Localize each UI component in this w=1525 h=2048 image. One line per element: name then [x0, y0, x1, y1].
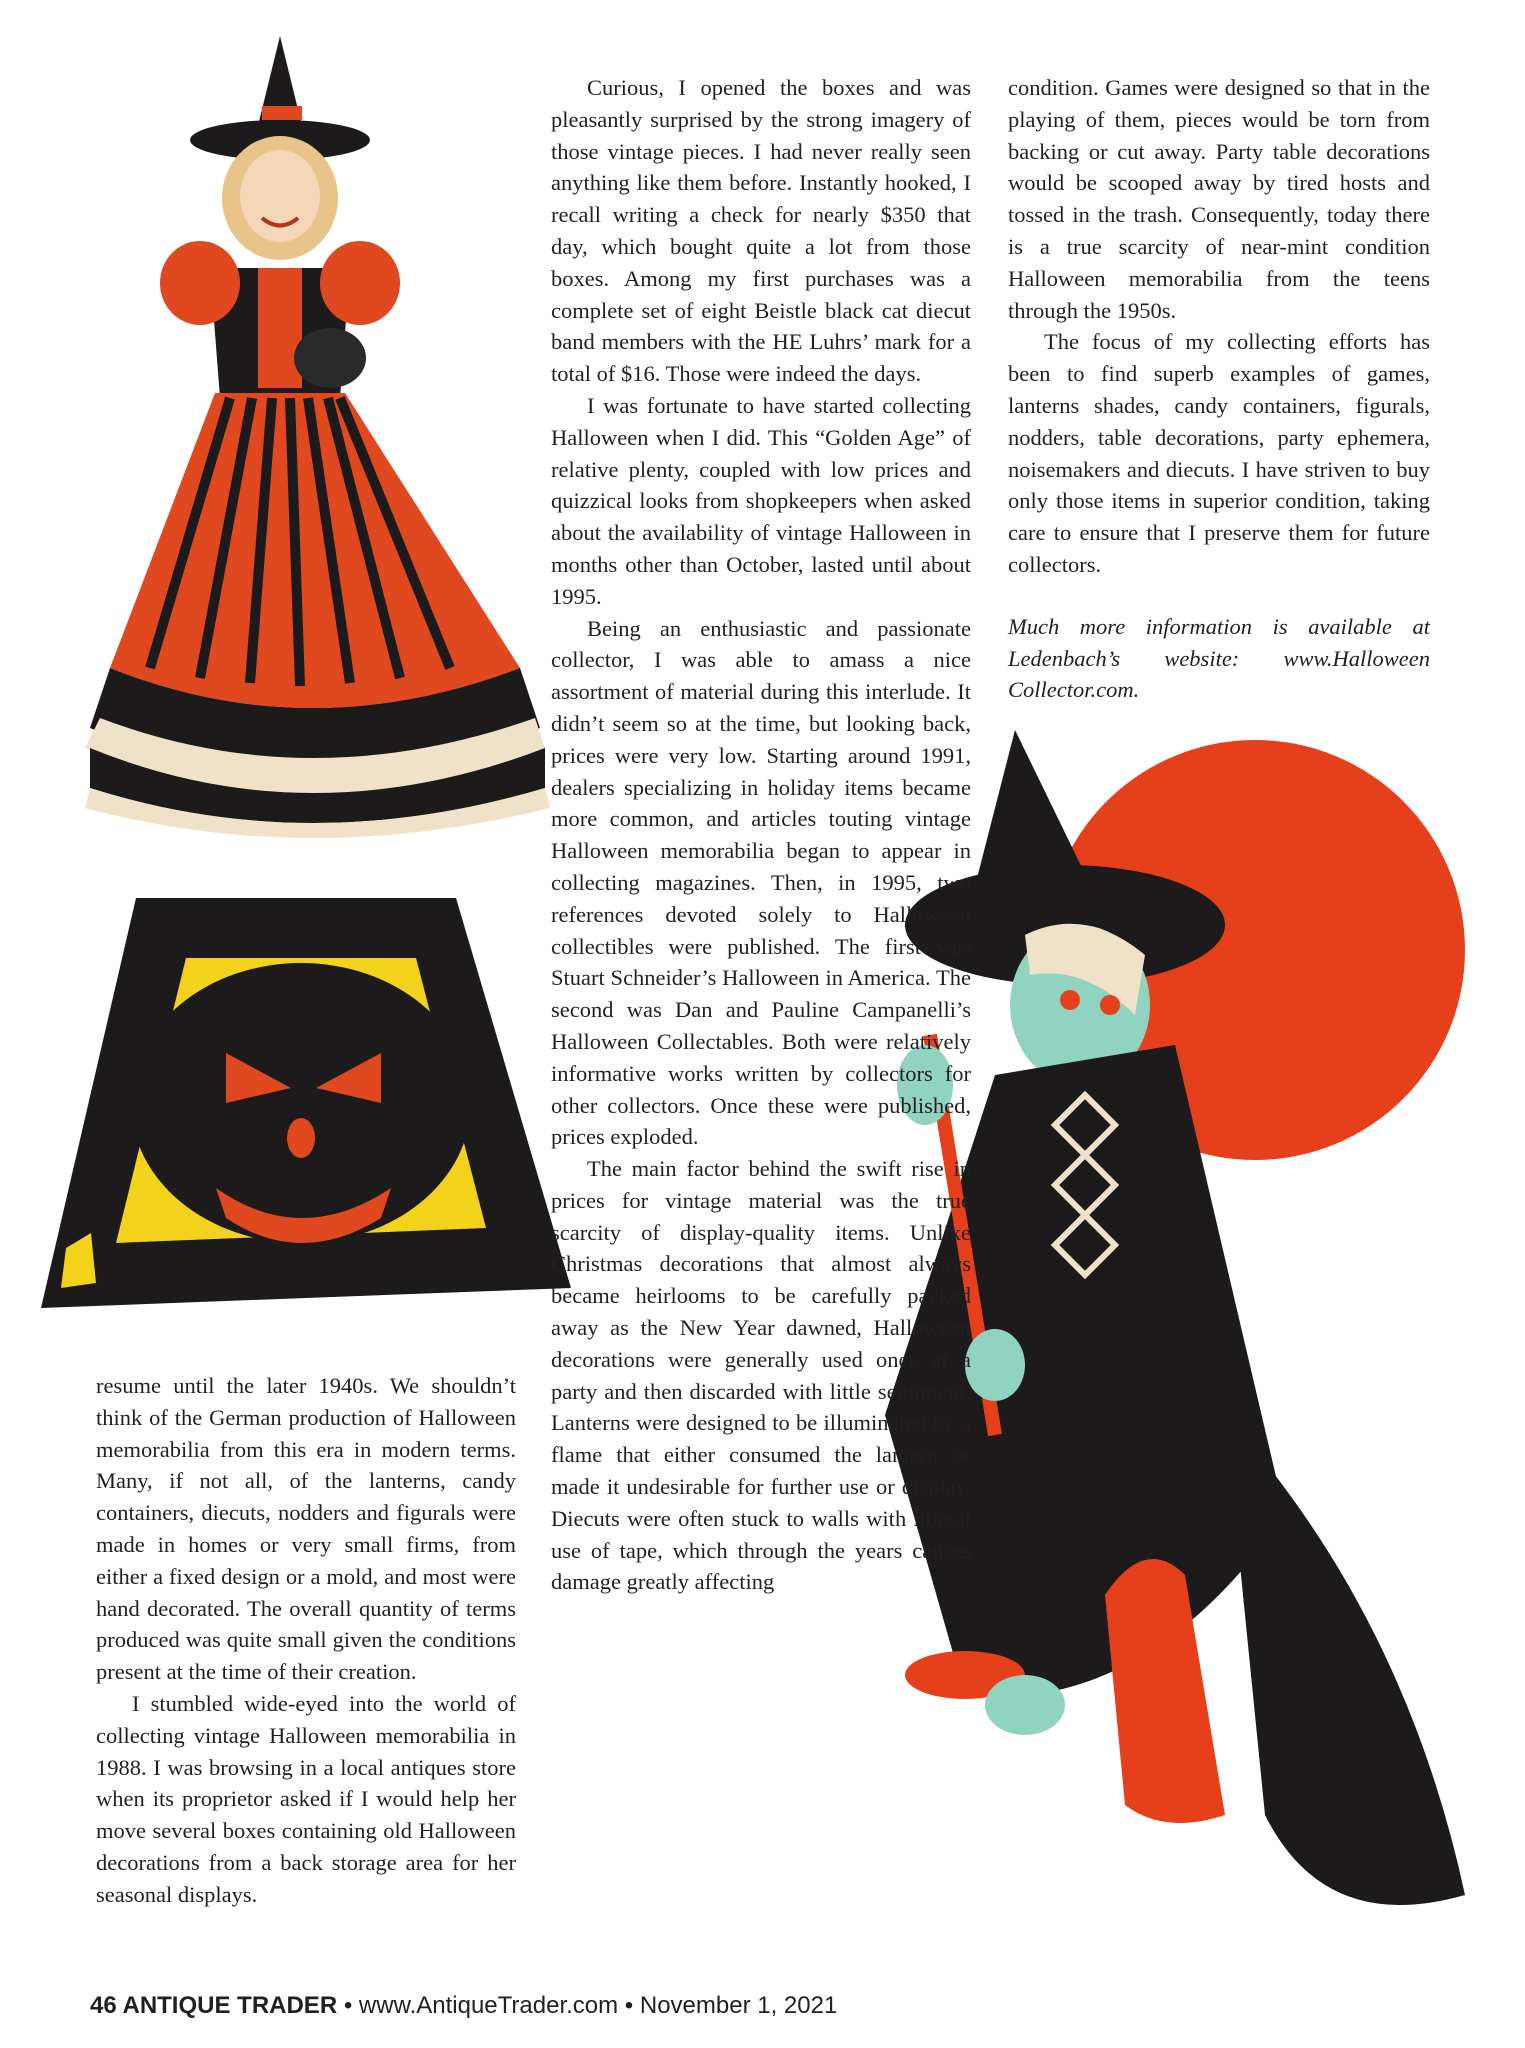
article-paragraph: The focus of my collecting efforts has been to find superb examples of games, lanterns shades, candy containers, figurals, nodders, table decorations, party ephemera, noisemakers and diecuts. I have striven to buy only those items in superior condition, taking care to ensure that I preserve them for future collectors.: [1008, 329, 1430, 577]
footer-url[interactable]: www.AntiqueTrader.com: [358, 1992, 619, 2019]
page-number: 46: [90, 1992, 117, 2019]
article-paragraph: condition. Games were designed so that in the playing of them, pieces would be torn from backing or cut away. Party table decorations would be scooped away by tired hosts and tossed in the trash. Consequently, today there is a true scarcity of near-mint condition Halloween memorabilia from the teens through the 1950s.: [1008, 75, 1430, 323]
article-column-right: [1008, 72, 1430, 706]
article-paragraph: Being an enthusiastic and passionate collector, I was able to amass a nice assortment of material during this interlude. It didn’t seem so at the time, but looking back, prices were very low. Starting around 1991, dealers specializing in holiday items became more common, and articles touting vintage Halloween memorabilia began to appear in collecting magazines. Then, in 1995, two references devoted solely to Halloween collectibles were published. The first was Stuart Schneider’s Halloween in America. The second was Dan and Pauline Campanelli’s Halloween Collectables. Both were relatively informative works written by collectors for other collectors. Once these were published, prices exploded.: [551, 615, 971, 1150]
issue-date: November 1, 2021: [639, 1992, 838, 2019]
publication-name: ANTIQUE TRADER: [122, 1992, 338, 2019]
article-paragraph: I was fortunate to have started collecting Halloween when I did. This “Golden Age” of relative plenty, coupled with low prices and quizzical looks from shopkeepers when asked about the availability of vintage Halloween in months other than October, lasted until about 1995.: [551, 392, 971, 609]
article-paragraph: The main factor behind the swift rise in prices for vintage material was the true scarcity of display-quality items. Unlike Christmas decorations that almost always became heirlooms to be carefully packed away as the New Year dawned, Halloween decorations were generally used once at a party and then discarded with little sentiment. Lanterns were designed to be illuminated by a flame that either consumed the lantern or made it undesirable for further use or display. Diecuts were often stuck to walls with liberal use of tape, which through the years causes damage greatly affecting: [551, 1156, 971, 1595]
article-paragraph: I stumbled wide-eyed into the world of collecting vintage Halloween memorabilia in 1988. I was browsing in a local antiques store when its proprietor asked if I would help her move several boxes containing old Halloween decorations from a back storage area for her seasonal displays.: [96, 1690, 516, 1907]
article-column-middle: [551, 72, 971, 1598]
page-footer: [90, 1992, 837, 2020]
footer-separator: •: [618, 1992, 640, 2019]
article-column-left: [96, 1370, 516, 1911]
article-paragraph: Curious, I opened the boxes and was pleasantly surprised by the strong imagery of those vintage pieces. I had never really seen anything like them before. Instantly hooked, I recall writing a check for nearly $350 that day, which bought quite a lot from those boxes. Among my first purchases was a complete set of eight Beistle black cat diecut band members with the HE Luhrs’ mark for a total of $16. Those were indeed the days.: [551, 75, 971, 387]
footer-separator: •: [337, 1992, 359, 2019]
pumpkin-face-lantern-shade-illustration: [36, 888, 576, 1343]
website-note: Much more information is available at Ledenbach’s website: www.Halloween Collector.com.: [1008, 613, 1430, 703]
article-paragraph: resume until the later 1940s. We shouldn’t think of the German production of Halloween memorabilia from this era in modern terms. Many, if not all, of the lanterns, candy containers, diecuts, nodders and figurals were made in homes or very small firms, from either a fixed design or a mold, and most were hand decorated. The overall quantity of terms produced was quite small given the conditions present at the time of their creation.: [96, 1373, 516, 1685]
witch-in-striped-skirt-illustration: [40, 28, 580, 848]
